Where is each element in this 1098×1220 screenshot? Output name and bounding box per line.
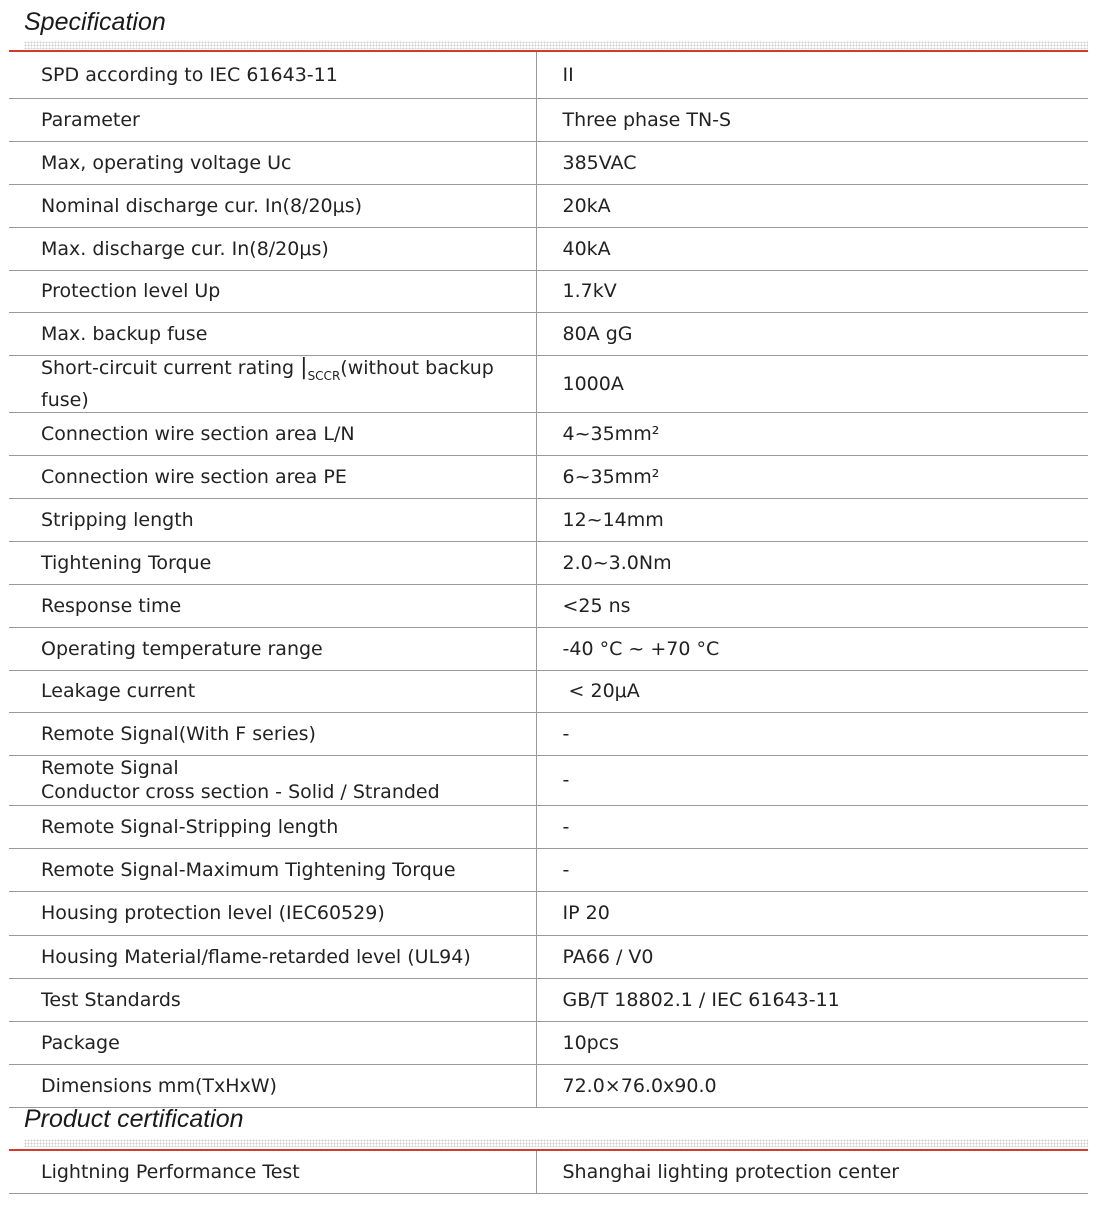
spec-value: 10pcs: [536, 1021, 1088, 1064]
spec-value: 40kA: [536, 227, 1088, 270]
spec-key: Parameter: [9, 98, 536, 141]
table-row: [9, 355, 1088, 412]
spec-key: Operating temperature range: [9, 627, 536, 670]
table-row: [9, 184, 1088, 227]
table-row: [9, 541, 1088, 584]
table-row: [9, 270, 1088, 312]
table-row: [9, 935, 1088, 978]
spec-value: Three phase TN-S: [536, 98, 1088, 141]
spec-value: -: [536, 848, 1088, 891]
spec-key: Remote Signal-Stripping length: [9, 805, 536, 848]
cert-table: [9, 1151, 1088, 1194]
table-row: [9, 52, 1088, 98]
remote-signal-line1: Remote Signal: [41, 757, 179, 779]
spec-value: 1000A: [536, 355, 1088, 412]
spec-key: Leakage current: [9, 670, 536, 712]
table-row: [9, 98, 1088, 141]
remote-signal-line2: Conductor cross section - Solid / Stranded: [41, 781, 440, 803]
sccr-key-bar: |: [300, 354, 308, 380]
table-row: [9, 1021, 1088, 1064]
table-row: [9, 670, 1088, 712]
spec-value: II: [536, 52, 1088, 98]
spec-value: -: [536, 755, 1088, 805]
spec-key: Stripping length: [9, 498, 536, 541]
spec-key: Max, operating voltage Uc: [9, 141, 536, 184]
spec-key: Nominal discharge cur. In(8/20μs): [9, 184, 536, 227]
spec-value: PA66 / V0: [536, 935, 1088, 978]
spec-title: Specification: [24, 8, 166, 36]
table-row: [9, 1064, 1088, 1107]
spec-key: Dimensions mm(TxHxW): [9, 1064, 536, 1107]
spec-value: -: [536, 712, 1088, 755]
table-row: [9, 498, 1088, 541]
spec-value: 1.7kV: [536, 270, 1088, 312]
table-row: [9, 141, 1088, 184]
spec-key: SPD according to IEC 61643-11: [9, 52, 536, 98]
spec-value: GB/T 18802.1 / IEC 61643-11: [536, 978, 1088, 1021]
spec-key: Remote Signal(With F series): [9, 712, 536, 755]
table-row: [9, 805, 1088, 848]
table-row: [9, 312, 1088, 355]
spec-key: Tightening Torque: [9, 541, 536, 584]
cert-key: Lightning Performance Test: [9, 1151, 536, 1193]
table-row: [9, 627, 1088, 670]
spec-value: 12~14mm: [536, 498, 1088, 541]
spec-value: <25 ns: [536, 584, 1088, 627]
spec-key: Housing Material/flame-retarded level (UL94): [9, 935, 536, 978]
table-row: [9, 891, 1088, 935]
spec-dot-divider: [24, 41, 1088, 49]
spec-key: Response time: [9, 584, 536, 627]
spec-key: Remote Signal-Maximum Tightening Torque: [9, 848, 536, 891]
spec-key: Max. backup fuse: [9, 312, 536, 355]
spec-value: 2.0~3.0Nm: [536, 541, 1088, 584]
table-row: [9, 848, 1088, 891]
spec-value: 385VAC: [536, 141, 1088, 184]
spec-key: Connection wire section area L/N: [9, 412, 536, 455]
spec-value: 20kA: [536, 184, 1088, 227]
cert-value: Shanghai lighting protection center: [536, 1151, 1088, 1193]
spec-value: 72.0×76.0x90.0: [536, 1064, 1088, 1107]
spec-key-multiline: [9, 755, 536, 805]
sccr-key-pre: Short-circuit current rating: [41, 356, 301, 379]
spec-key: Max. discharge cur. In(8/20μs): [9, 227, 536, 270]
table-row: [9, 412, 1088, 455]
sccr-key-subscript: SCCR: [307, 368, 341, 383]
spec-value: -: [536, 805, 1088, 848]
table-row: [9, 755, 1088, 805]
spec-value: 4~35mm²: [536, 412, 1088, 455]
cert-title: Product certification: [24, 1105, 244, 1133]
spec-value: 80A gG: [536, 312, 1088, 355]
table-row: [9, 978, 1088, 1021]
spec-key: Package: [9, 1021, 536, 1064]
table-row: [9, 712, 1088, 755]
spec-value: -40 °C ~ +70 °C: [536, 627, 1088, 670]
spec-key-sccr: [9, 355, 536, 412]
table-row: [9, 227, 1088, 270]
spec-value: 6~35mm²: [536, 455, 1088, 498]
spec-value: IP 20: [536, 891, 1088, 935]
spec-key: Protection level Up: [9, 270, 536, 312]
cert-dot-divider: [24, 1139, 1088, 1147]
sccr-key-post: (without backup fuse): [41, 356, 494, 411]
spec-key: Housing protection level (IEC60529): [9, 891, 536, 935]
spec-value: < 20μA: [536, 670, 1088, 712]
spec-table: [9, 52, 1088, 1108]
table-row: [9, 584, 1088, 627]
table-row: [9, 1151, 1088, 1193]
table-row: [9, 455, 1088, 498]
spec-key: Test Standards: [9, 978, 536, 1021]
spec-key: Connection wire section area PE: [9, 455, 536, 498]
